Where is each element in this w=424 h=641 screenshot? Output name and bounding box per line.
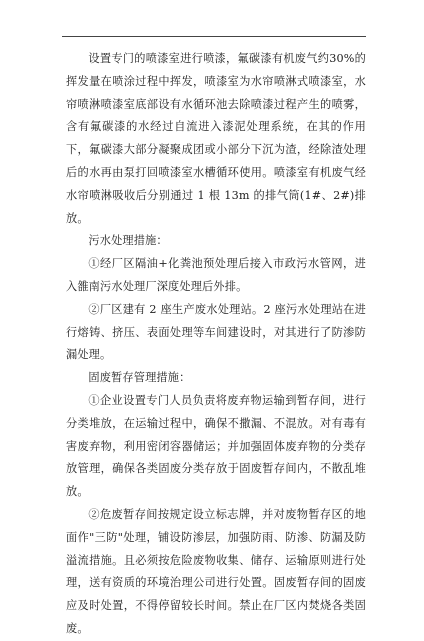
heading-solid-waste-measures: 固废暂存管理措施： [88, 371, 191, 385]
heading-wastewater-measures: 污水处理措施： [88, 234, 168, 248]
paragraph-wastewater-1: ①经厂区隔油+化粪池预处理后接入市政污水管网，进入雒南污水处理厂深度处理后外排。 [66, 257, 366, 293]
paragraph-solid-waste-1: ①企业设置专门人员负责将废弃物运输到暂存间，进行分类堆放，在运输过程中，确保不撒漏、不混放。对有毒有害废弃物，利用密闭容器储运；并加强固体废弃物的分类存放管理，确保各类固废分类存放于固废暂存间内，不散乱堆放。 [66, 393, 366, 499]
paragraph-wastewater-2: ②厂区建有 2 座生产废水处理站。2 座污水处理站在进行熔铸、挤压、表面处理等车间建设时，对其进行了防渗防漏处理。 [66, 302, 366, 362]
paragraph-solid-waste-2: ②危废暂存间按规定设立标志牌，并对废物暂存区的地面作"三防"处理，铺设防渗层，加强防雨、防渗、防漏及防溢流措施。且必须按危险废物收集、储存、运输原则进行处理，送有资质的环境治理公司进行处置。固废暂存间的固废应及时处置，不得停留较长时间。禁止在厂区内焚烧各类固废。 [66, 507, 366, 635]
document-body [66, 48, 366, 641]
paragraph-spray-painting: 设置专门的喷漆室进行喷漆，氟碳漆有机废气约30%的挥发量在喷涂过程中挥发，喷漆室为水帘喷淋式喷漆室，水帘喷淋喷漆室底部设有水循环池去除喷漆过程产生的喷雾，含有氟碳漆的水经过自流进入漆泥处理系统，在其的作用下，氟碳漆大部分凝聚成团或小部分下沉为渣，经除渣处理后的水再由泵打回喷漆室水槽循环使用。喷漆室有机废气经水帘喷淋吸收后分别通过 1 根 13m 的排气筒(1#、2#)排放。 [66, 52, 366, 225]
header-rule [62, 36, 366, 37]
